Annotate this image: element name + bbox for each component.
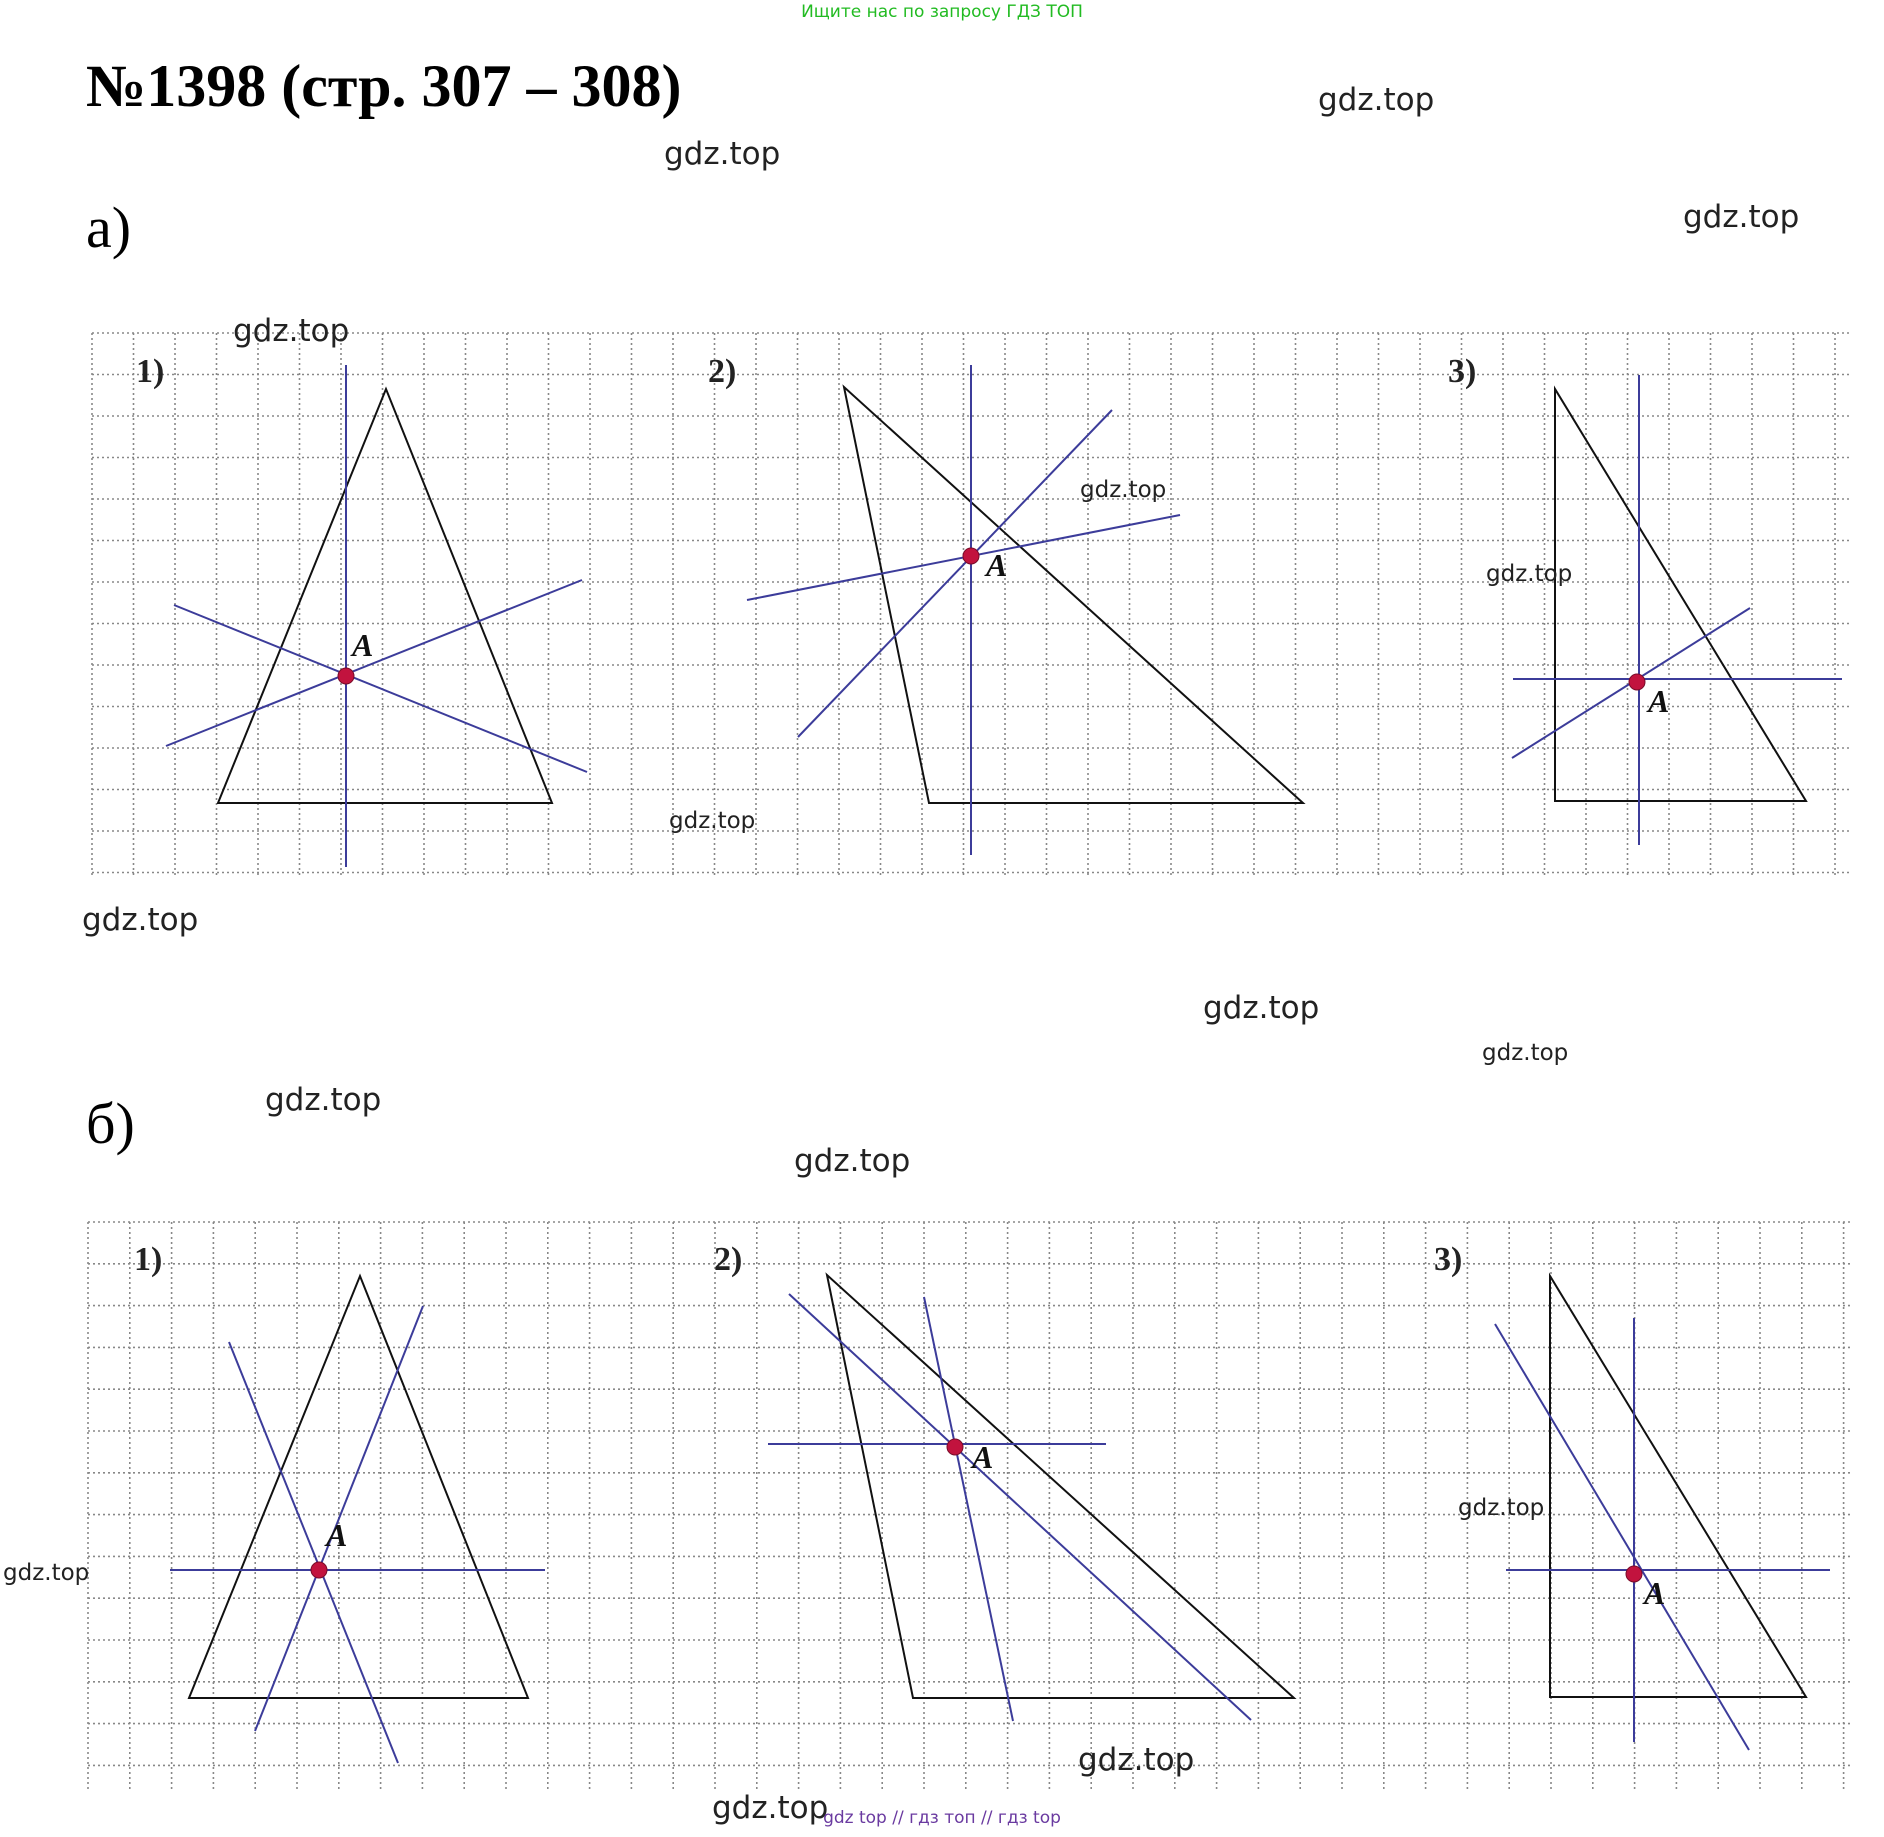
figure-b2-line-steep <box>924 1297 1013 1721</box>
figure-a3 <box>1448 353 1842 845</box>
figure-b2-number: 2) <box>714 1241 743 1278</box>
figure-a2-number: 2) <box>708 353 737 390</box>
figure-b3-triangle <box>1550 1276 1806 1697</box>
figure-b1-number: 1) <box>134 1241 163 1278</box>
watermark: gdz.top <box>1458 1495 1545 1521</box>
figure-a2-point-label: A <box>986 547 1008 583</box>
figure-a2-point <box>963 548 979 564</box>
watermark: gdz.top <box>1318 82 1435 118</box>
figure-b2-point-label: A <box>972 1439 994 1475</box>
watermark: gdz.top <box>1482 1040 1569 1066</box>
watermark: gdz.top <box>1683 199 1800 235</box>
watermark: gdz.top <box>233 313 350 349</box>
figure-a3-point-label: A <box>1648 683 1670 719</box>
footer-credits: gdz top // гдз топ // гдз top <box>823 1808 1061 1828</box>
figure-a3-number: 3) <box>1448 353 1477 390</box>
watermark: gdz.top <box>712 1790 829 1826</box>
watermark: gdz.top <box>669 808 756 834</box>
watermark: gdz.top <box>3 1560 90 1586</box>
figure-b1-line-falling <box>229 1342 398 1763</box>
search-hint: Ищите нас по запросу ГДЗ ТОП <box>801 2 1083 22</box>
figure-a1-point-label: A <box>352 627 374 663</box>
figure-a3-point <box>1629 674 1645 690</box>
figure-b1-triangle <box>189 1276 528 1698</box>
figure-b1-point <box>311 1562 327 1578</box>
figure-a1-line-falling <box>174 605 587 772</box>
figure-b3-number: 3) <box>1434 1241 1463 1278</box>
figure-b1-point-label: A <box>326 1517 348 1553</box>
figure-b2-line-diagonal <box>789 1294 1251 1720</box>
watermark: gdz.top <box>1078 1742 1195 1778</box>
figure-b3-point-label: A <box>1644 1575 1666 1611</box>
figure-a1-number: 1) <box>136 353 165 390</box>
figure-b2-triangle <box>827 1275 1294 1698</box>
figure-b3-point <box>1626 1566 1642 1582</box>
watermark: gdz.top <box>794 1143 911 1179</box>
figure-b2-point <box>947 1439 963 1455</box>
watermark: gdz.top <box>1203 990 1320 1026</box>
watermark: gdz.top <box>265 1082 382 1118</box>
figure-a1-triangle <box>218 389 552 803</box>
exercise-heading: №1398 (стр. 307 – 308) <box>86 53 682 119</box>
section-label-b: б) <box>86 1091 135 1156</box>
section-label-a: а) <box>86 195 132 260</box>
figure-a2-line-steep <box>798 410 1112 737</box>
figure-a3-triangle <box>1555 389 1806 801</box>
watermark: gdz.top <box>1080 477 1167 503</box>
watermark: gdz.top <box>664 136 781 172</box>
watermark: gdz.top <box>1486 561 1573 587</box>
watermark: gdz.top <box>82 902 199 938</box>
figure-b3-line-diagonal <box>1495 1324 1749 1750</box>
figure-b2 <box>714 1241 1294 1721</box>
figure-a1-point <box>338 668 354 684</box>
